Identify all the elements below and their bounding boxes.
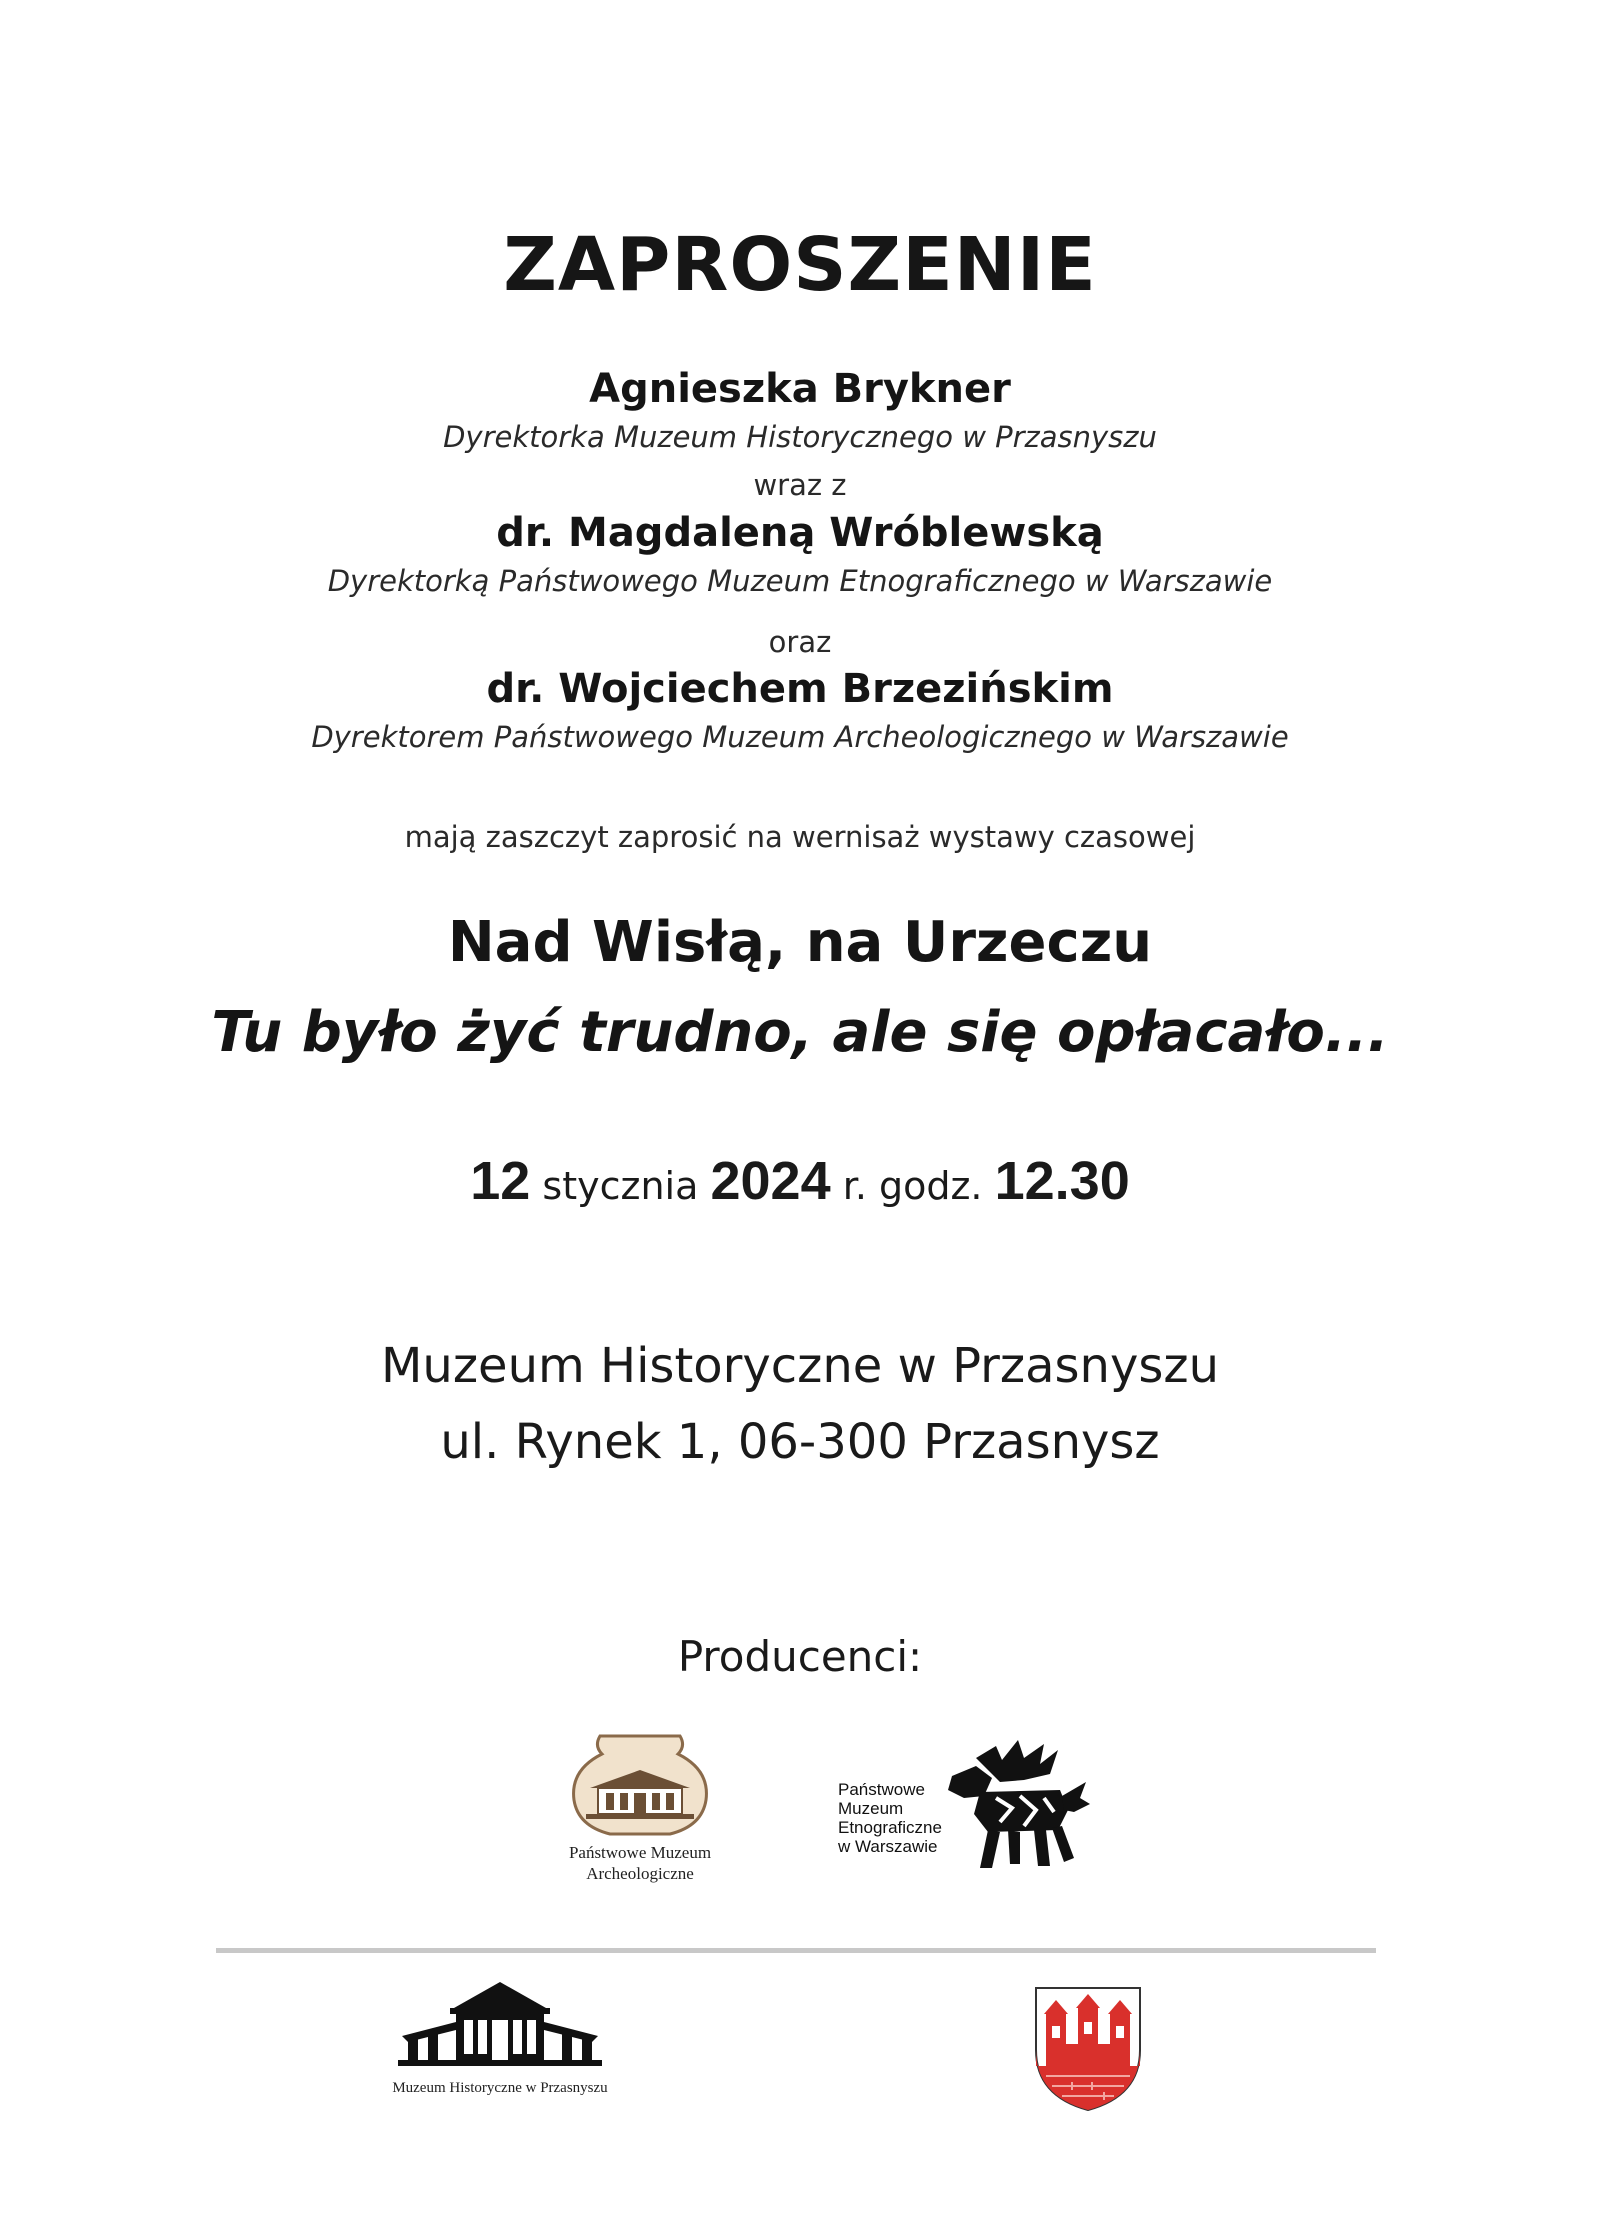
connector-with: wraz z xyxy=(753,468,847,502)
coat-of-arms-shield-icon xyxy=(1032,1984,1144,2114)
horse-figure-icon xyxy=(940,1738,1090,1874)
town-coat-of-arms xyxy=(1032,1984,1144,2114)
event-date xyxy=(0,1150,1600,1212)
historical-museum-caption: Muzeum Historyczne w Przasnyszu xyxy=(392,2080,608,2096)
pma-caption-line-2: Archeologiczne xyxy=(586,1864,694,1883)
historical-museum-logo xyxy=(370,1980,630,2110)
producers-label: Producenci: xyxy=(677,1632,923,1681)
host-name-1: Agnieszka Brykner xyxy=(589,366,1011,412)
manor-house-icon xyxy=(398,1980,602,2070)
exhibition-subtitle: Tu było żyć trudno, ale się opłacało... xyxy=(211,1000,1389,1065)
vase-building-icon xyxy=(560,1730,720,1840)
host-name-3: dr. Wojciechem Brzezińskim xyxy=(486,666,1114,712)
host-role-2: Dyrektorką Państwowego Muzeum Etnograficznego w Warszawie xyxy=(327,564,1273,598)
ethnographic-museum-logo xyxy=(832,1738,1092,1878)
pme-caption-line-4: w Warszawie xyxy=(838,1837,938,1856)
host-name-2: dr. Magdaleną Wróblewską xyxy=(496,510,1104,556)
event-day: 12 xyxy=(470,1151,531,1211)
host-role-3: Dyrektorem Państwowego Muzeum Archeologicznego w Warszawie xyxy=(311,720,1289,754)
event-year: 2024 xyxy=(710,1151,831,1211)
footer-divider xyxy=(216,1948,1376,1953)
exhibition-title: Nad Wisłą, na Urzeczu xyxy=(447,910,1153,975)
invitation-intro: mają zaszczyt zaprosić na wernisaż wystawy czasowej xyxy=(404,820,1196,854)
event-time: 12.30 xyxy=(994,1151,1130,1211)
venue-address: ul. Rynek 1, 06-300 Przasnysz xyxy=(440,1414,1160,1470)
pma-caption-line-1: Państwowe Muzeum xyxy=(568,1843,712,1862)
connector-and: oraz xyxy=(768,625,832,659)
venue-name: Muzeum Historyczne w Przasnyszu xyxy=(381,1338,1219,1394)
archaeological-museum-logo xyxy=(560,1730,720,1883)
event-month: stycznia xyxy=(542,1164,699,1208)
host-role-1: Dyrektorka Muzeum Historycznego w Przasnyszu xyxy=(443,420,1157,454)
invitation-title: ZAPROSZENIE xyxy=(503,222,1097,308)
pme-caption-line-3: Etnograficzne xyxy=(838,1818,942,1837)
pme-caption-line-2: Muzeum xyxy=(838,1799,904,1818)
pme-caption-line-1: Państwowe xyxy=(838,1780,925,1799)
event-year-suffix: r. godz. xyxy=(842,1164,983,1208)
